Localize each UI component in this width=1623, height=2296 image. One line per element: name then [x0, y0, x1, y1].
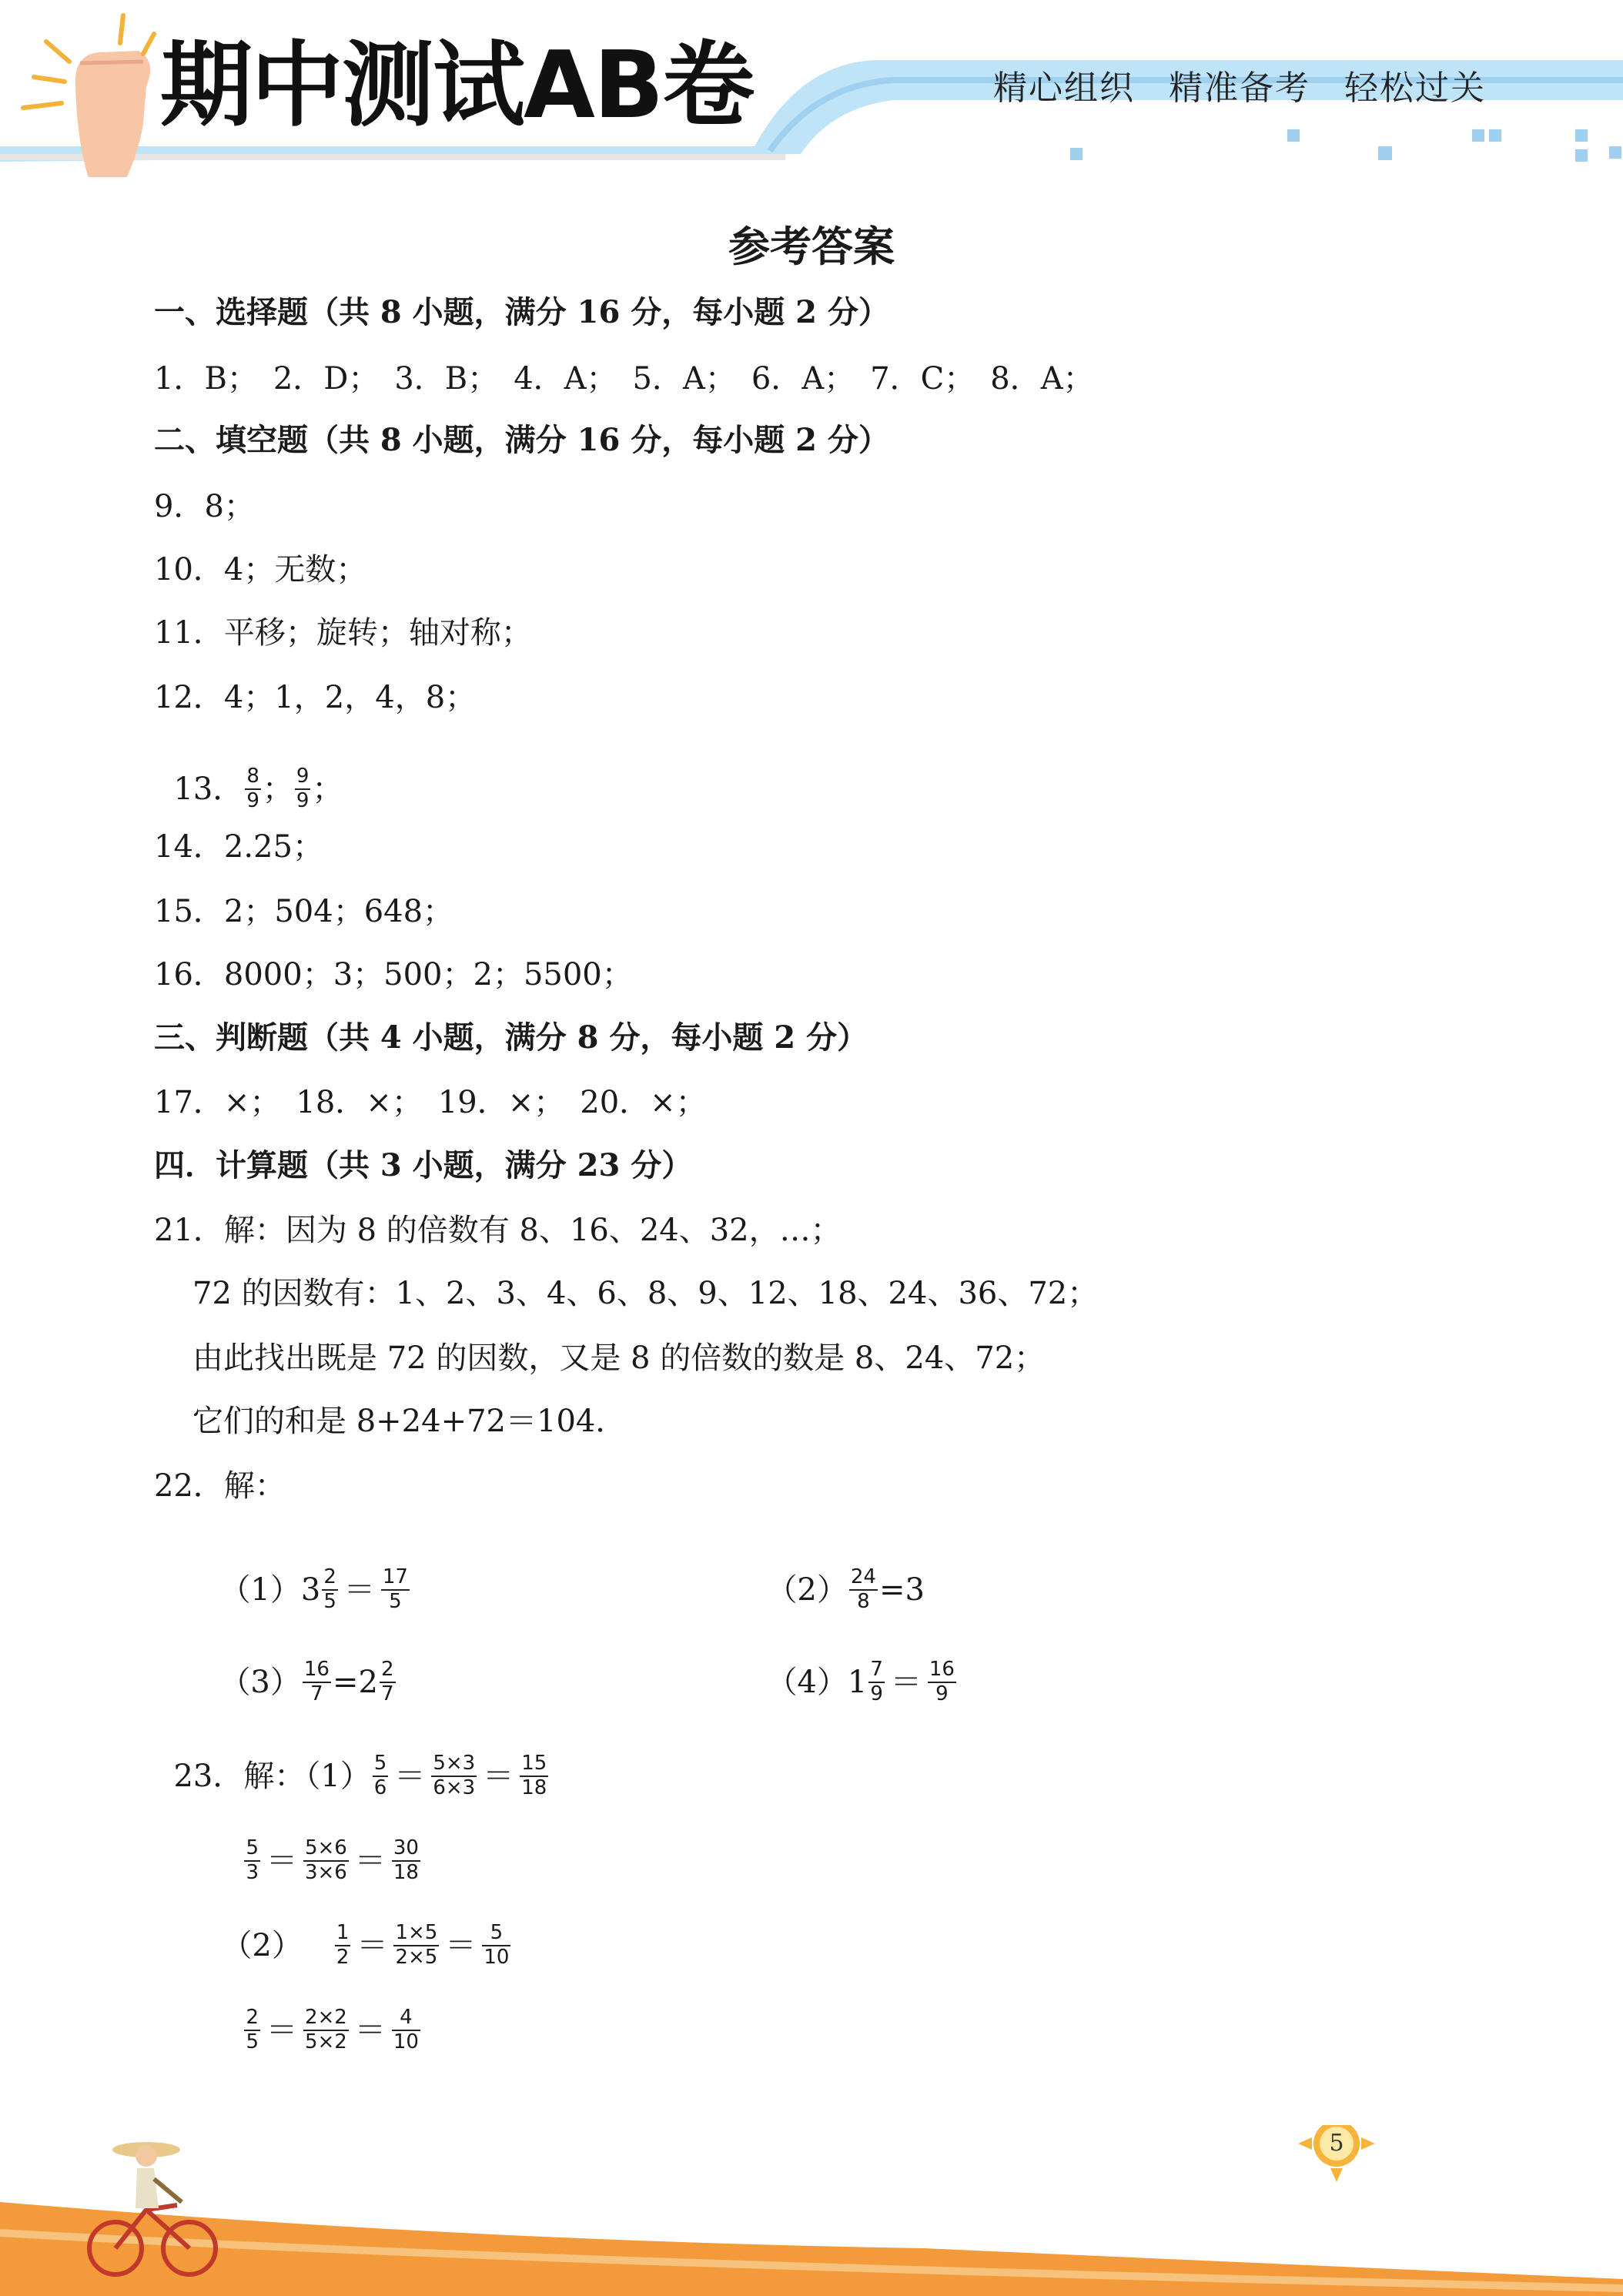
section4-heading: 四．计算题（共 3 小题，满分 23 分） — [154, 1147, 693, 1183]
answer-q9: 9．8； — [154, 489, 255, 524]
q22-part-4: （4）1 $\frac{7}{9}$ ＝ $\frac{16}{9}$ — [766, 1658, 955, 1705]
q21-line-4: 它们的和是 8+24+72＝104． — [192, 1404, 627, 1439]
q21-line-3: 由此找出既是 72 的因数，又是 8 的倍数的数是 8、24、72； — [192, 1340, 1046, 1376]
answer-q10: 10．4；无数； — [154, 552, 367, 587]
answer-q14: 14．2.25； — [154, 829, 323, 865]
q23-row-2: $\frac{5}{3}$ ＝ $\frac{5\times 6}{3\times 6}$ ＝ $\frac{30}{18}$ — [246, 1836, 419, 1884]
q21-line-2: 72 的因数有：1、2、3、4、6、8、9、12、18、24、36、72； — [192, 1276, 1099, 1311]
answer-q11: 11．平移；旋转；轴对称； — [154, 615, 532, 651]
q22-part-1: （1）3 $\frac{2}{5}$ ＝ $\frac{17}{5}$ — [219, 1565, 408, 1613]
slogan-3: 轻松过关 — [1344, 69, 1486, 108]
section3-heading: 三、判断题（共 4 小题，满分 8 分，每小题 2 分） — [154, 1019, 868, 1056]
header-slogan — [993, 60, 1520, 109]
slogan-1: 精心组织 — [993, 69, 1135, 108]
q13-sep: ； — [262, 771, 293, 807]
q23-row-1: 23．解：（1） $\frac{5}{6}$ ＝ $\frac{5\times 3}{6\times 3}$ ＝ $\frac{15}{18}$ — [173, 1752, 547, 1799]
section1-answers: 1．B； 2．D； 3．B； 4．A； 5．A； 6．A； 7．C； 8．A； — [154, 361, 1094, 397]
answer-title: 参考答案 — [728, 222, 895, 271]
q21-line-1: 21．解：因为 8 的倍数有 8、16、24、32，…； — [154, 1213, 842, 1248]
footer-decoration — [0, 2125, 1623, 2296]
q13-end: ； — [312, 771, 343, 807]
q22-line-1: 22．解： — [154, 1468, 286, 1504]
section2-heading: 二、填空题（共 8 小题，满分 16 分，每小题 2 分） — [154, 422, 889, 458]
q23-row-3: （2） $\frac{1}{2}$ ＝ $\frac{1\times 5}{2\times 5}$ ＝ $\frac{5}{10}$ — [221, 1921, 510, 1969]
answer-q12: 12．4；1，2，4，8； — [154, 680, 477, 715]
header-title: 期中测试AB卷 — [160, 32, 754, 139]
q13-fraction-2: $\frac{9}{9}$ — [296, 765, 310, 812]
q23-row-4: $\frac{2}{5}$ ＝ $\frac{2\times 2}{5\times 2}$ ＝ $\frac{4}{10}$ — [246, 2006, 419, 2053]
slogan-2: 精准备考 — [1169, 69, 1310, 108]
section1-heading: 一、选择题（共 8 小题，满分 16 分，每小题 2 分） — [154, 294, 889, 330]
answer-q16: 16．8000；3；500；2；5500； — [154, 957, 633, 992]
q22-part-2: （2） $\frac{24}{8}$ =3 — [766, 1565, 925, 1613]
section3-answers: 17．×； 18．×； 19．×； 20．×； — [154, 1085, 707, 1120]
answer-q15: 15．2；504；648； — [154, 894, 454, 929]
q13-fraction-1: $\frac{8}{9}$ — [246, 765, 259, 812]
page-number: 5 — [1329, 2130, 1344, 2157]
q22-part-3: （3） $\frac{16}{7}$ =2 $\frac{2}{7}$ — [219, 1658, 394, 1705]
q13-label: 13． — [173, 771, 244, 807]
answer-q13 — [154, 735, 343, 813]
